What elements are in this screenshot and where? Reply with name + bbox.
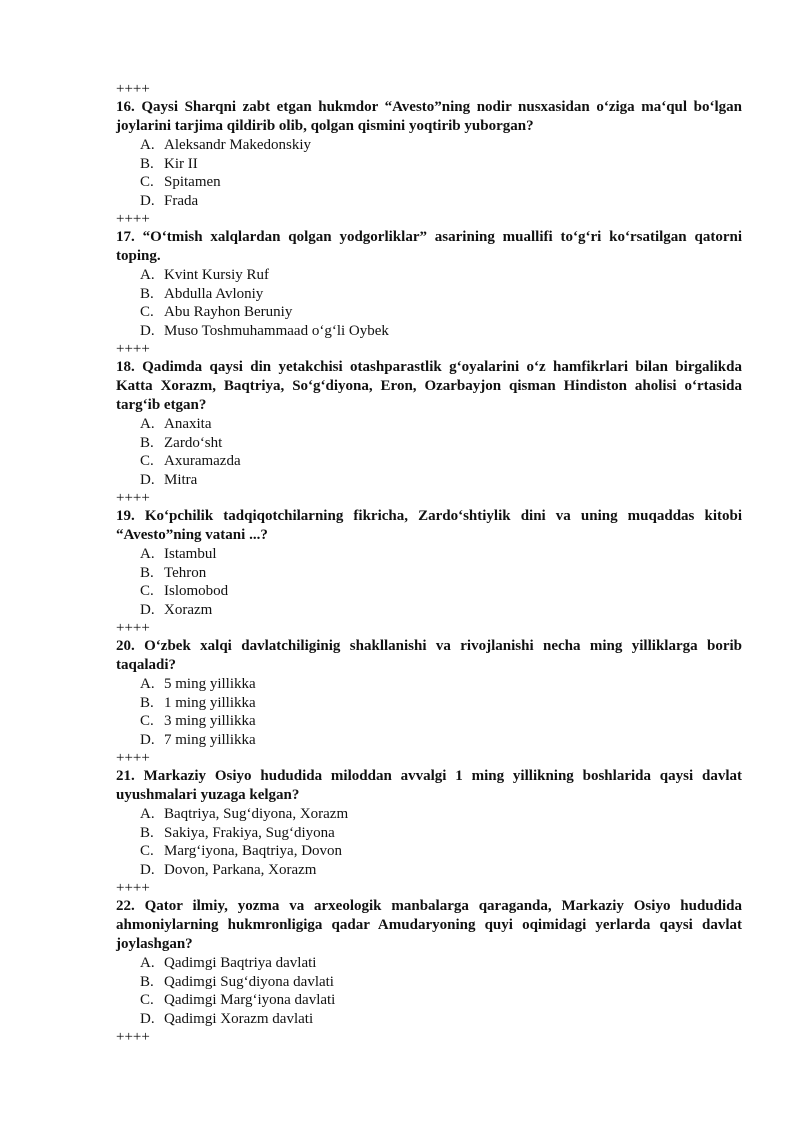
option-d: D. Qadimgi Xorazm davlati [140, 1010, 314, 1027]
option-d: D. Dovon, Parkana, Xorazm [140, 861, 317, 878]
option-a: A. Anaxita [140, 416, 212, 432]
option-a: A. 5 ming yillikka [140, 676, 256, 692]
option-a: A. Qadimgi Baqtriya davlati [140, 955, 317, 971]
option-c: C. Axuramazda [140, 453, 241, 469]
question-21: 21. Markaziy Osiyo hududida miloddan avvalgi 1 ming yillikning boshlarida qaysi davlat uyushmalari yuzaga kelgan? [116, 768, 742, 803]
option-c: C. Islomobod [140, 583, 229, 599]
options-list [116, 675, 742, 749]
question-20: 20. O‘zbek xalqi davlatchiliginig shakllanishi va rivojlanishi necha ming yilliklarga borib taqaladi? [116, 638, 742, 673]
question-22: 22. Qator ilmiy, yozma va arxeologik manbalarga qaraganda, Markaziy Osiyo hududida ahmoniylarning hukmronligiga qadar Amudaryoning quyi oqimidagi yerlarda qaysi davlat joylashgan? [116, 898, 742, 952]
document-page [116, 80, 742, 1046]
separator: ++++ [116, 750, 150, 766]
option-b: B. Zardo‘sht [140, 434, 223, 451]
option-d: D. Frada [140, 192, 199, 209]
option-b: B. Tehron [140, 564, 207, 581]
option-d: D. 7 ming yillikka [140, 731, 256, 748]
option-b: B. Abdulla Avloniy [140, 285, 264, 302]
options-list [116, 954, 742, 1028]
separator: ++++ [116, 490, 150, 506]
option-c: C. 3 ming yillikka [140, 713, 256, 729]
options-list [116, 415, 742, 489]
separator: ++++ [116, 1029, 150, 1045]
separator: ++++ [116, 880, 150, 896]
option-b: B. Sakiya, Frakiya, Sug‘diyona [140, 824, 335, 841]
separator: ++++ [116, 620, 150, 636]
options-list [116, 805, 742, 879]
option-a: A. Istambul [140, 546, 217, 562]
options-list [116, 545, 742, 619]
option-b: B. Kir II [140, 155, 198, 172]
option-a: A. Baqtriya, Sug‘diyona, Xorazm [140, 806, 349, 822]
option-d: D. Xorazm [140, 601, 213, 618]
option-c: C. Abu Rayhon Beruniy [140, 304, 293, 320]
option-d: D. Mitra [140, 471, 198, 488]
question-19: 19. Ko‘pchilik tadqiqotchilarning fikricha, Zardo‘shtiylik dini va uning muqaddas kitobi “Avesto”ning vatani ...? [116, 508, 742, 543]
option-b: B. 1 ming yillikka [140, 694, 256, 711]
option-c: C. Qadimgi Marg‘iyona davlati [140, 992, 336, 1008]
option-a: A. Kvint Kursiy Ruf [140, 267, 269, 283]
option-a: A. Aleksandr Makedonskiy [140, 137, 312, 153]
separator: ++++ [116, 341, 150, 357]
option-d: D. Muso Toshmuhammaad o‘g‘li Oybek [140, 322, 389, 339]
option-c: C. Marg‘iyona, Baqtriya, Dovon [140, 843, 343, 859]
options-list [116, 136, 742, 210]
option-c: C. Spitamen [140, 174, 221, 190]
option-b: B. Qadimgi Sug‘diyona davlati [140, 973, 334, 990]
question-16: 16. Qaysi Sharqni zabt etgan hukmdor “Avesto”ning nodir nusxasidan o‘ziga ma‘qul bo‘lgan joylarini tarjima qildirib olib, qolgan qismini yoqtirib yuborgan? [116, 99, 742, 134]
separator: ++++ [116, 211, 150, 227]
options-list [116, 266, 742, 340]
question-17: 17. “O‘tmish xalqlardan qolgan yodgorliklar” asarining muallifi to‘g‘ri ko‘rsatilgan qatorni toping. [116, 229, 742, 264]
separator: ++++ [116, 81, 150, 97]
question-18: 18. Qadimda qaysi din yetakchisi otashparastlik g‘oyalarini o‘z hamfikrlari bilan birgalikda Katta Xorazm, Baqtriya, So‘g‘diyona, Eron, Ozarbayjon qisman Hindiston aholisi o‘rtasida targ‘ib etgan? [116, 359, 742, 413]
